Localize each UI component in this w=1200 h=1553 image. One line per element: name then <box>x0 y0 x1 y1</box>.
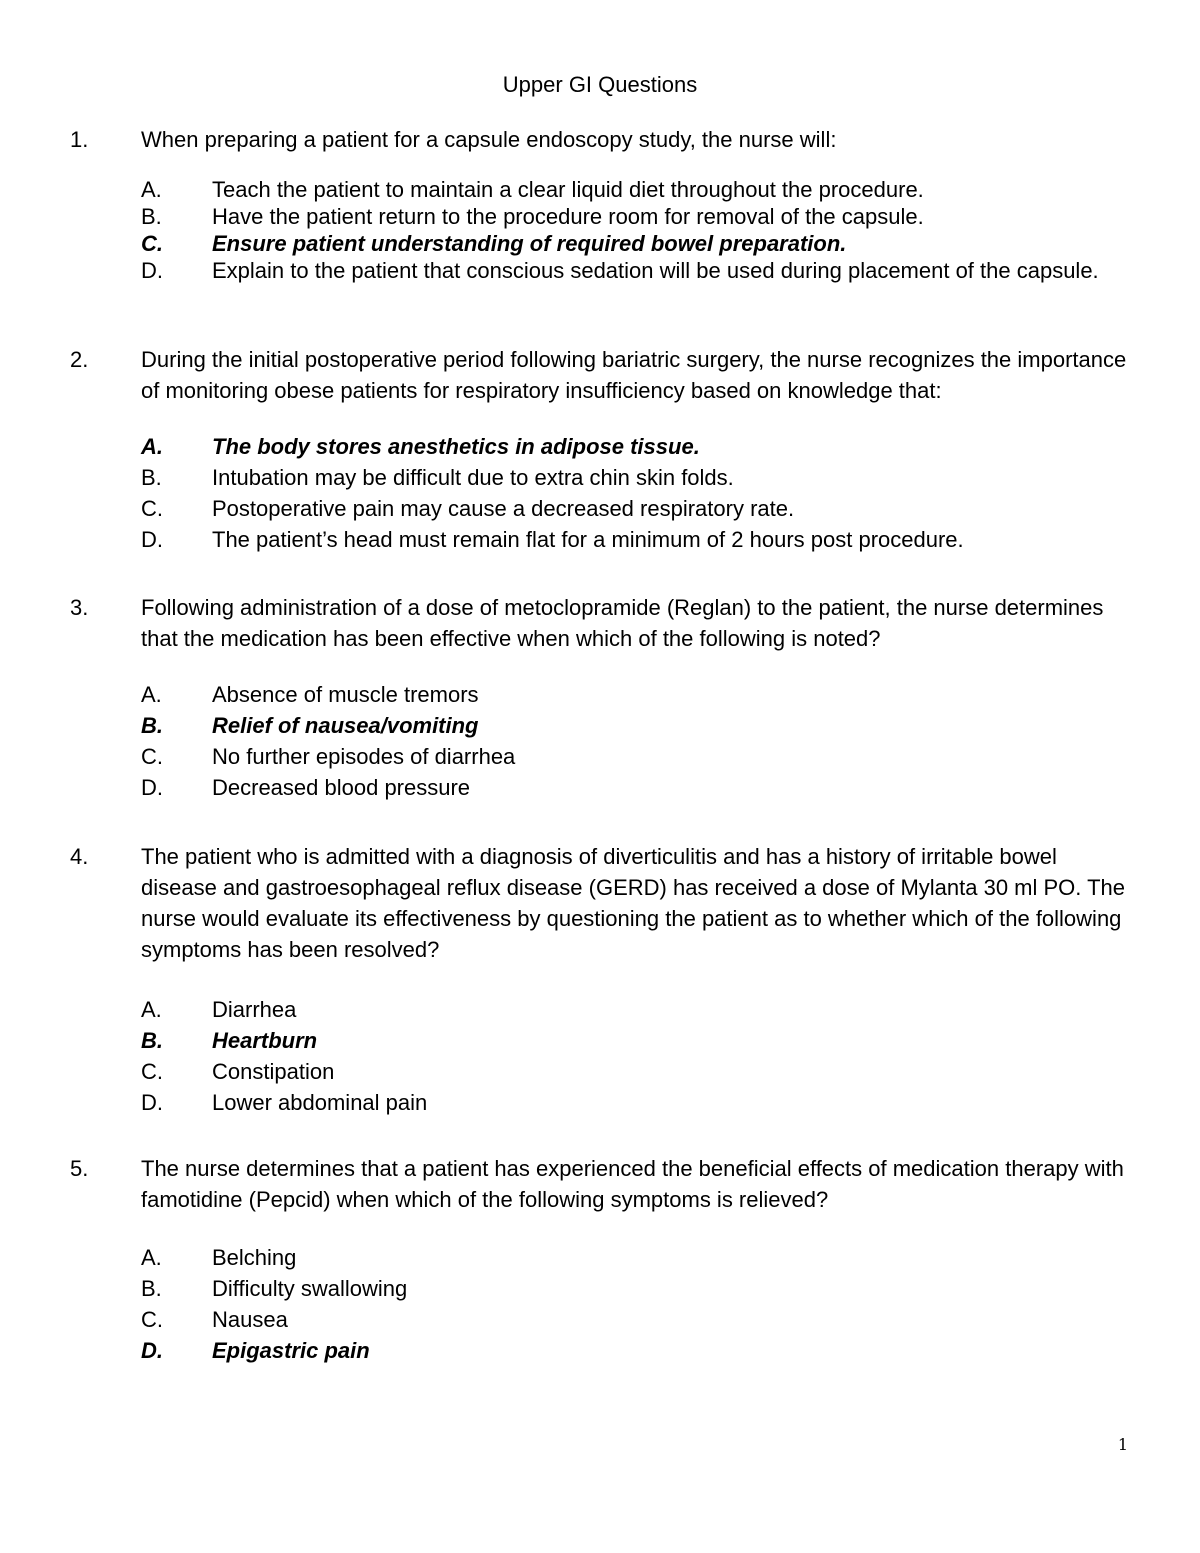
option-d <box>70 258 1130 285</box>
option-letter: C. <box>141 496 163 521</box>
option-letter: C. <box>141 1059 163 1084</box>
option-text: Ensure patient understanding of required bowel preparation. <box>212 231 847 256</box>
question-1 <box>70 124 1130 285</box>
question-number: 5. <box>70 1156 89 1181</box>
option-text: Relief of nausea/vomiting <box>212 713 479 738</box>
option-text: Lower abdominal pain <box>212 1090 428 1115</box>
option-text: Have the patient return to the procedure room for removal of the capsule. <box>212 204 924 229</box>
option-text: The patient’s head must remain flat for a minimum of 2 hours post procedure. <box>212 527 964 552</box>
question-4 <box>70 841 1130 1121</box>
option-letter: D. <box>141 1338 163 1363</box>
option-c <box>70 744 1130 775</box>
question-number: 3. <box>70 595 89 620</box>
options-list <box>70 997 1130 1121</box>
question-text: The nurse determines that a patient has experienced the beneficial effects of medication therapy with famotidine (Pepcid) when which of the following symptoms is relieved? <box>141 1156 1124 1212</box>
option-text: Teach the patient to maintain a clear liquid diet throughout the procedure. <box>212 177 924 202</box>
option-text: No further episodes of diarrhea <box>212 744 516 769</box>
option-d-correct <box>70 1338 1130 1369</box>
option-text: Belching <box>212 1245 297 1270</box>
option-letter: B. <box>141 465 162 490</box>
option-letter: D. <box>141 258 163 283</box>
option-c <box>70 496 1130 527</box>
option-d <box>70 775 1130 806</box>
options-list <box>70 682 1130 806</box>
option-letter: B. <box>141 713 163 738</box>
option-letter: B. <box>141 1028 163 1053</box>
option-c <box>70 1307 1130 1338</box>
option-b <box>70 204 1130 231</box>
question-2 <box>70 344 1130 558</box>
option-c-correct <box>70 231 1130 258</box>
option-text: The body stores anesthetics in adipose tissue. <box>212 434 700 459</box>
page-number: 1 <box>1117 1435 1128 1454</box>
option-letter: D. <box>141 1090 163 1115</box>
question-text: The patient who is admitted with a diagnosis of diverticulitis and has a history of irritable bowel disease and gastroesophageal reflux disease (GERD) has received a dose of Mylanta 30 ml PO. The nurse would evaluate its effectiveness by questioning the patient as to whether which of the following symptoms has been resolved? <box>141 844 1126 962</box>
option-b <box>70 1276 1130 1307</box>
option-b-correct <box>70 1028 1130 1059</box>
option-text: Constipation <box>212 1059 335 1084</box>
question-number: 4. <box>70 844 89 869</box>
option-a <box>70 682 1130 713</box>
options-list <box>70 177 1130 285</box>
option-text: Nausea <box>212 1307 288 1332</box>
option-text: Postoperative pain may cause a decreased respiratory rate. <box>212 496 795 521</box>
question-number: 2. <box>70 347 89 372</box>
option-letter: C. <box>141 744 163 769</box>
option-letter: B. <box>141 1276 162 1301</box>
option-text: Decreased blood pressure <box>212 775 471 800</box>
question-number: 1. <box>70 127 89 152</box>
option-text: Intubation may be difficult due to extra chin skin folds. <box>212 465 734 490</box>
option-letter: A. <box>141 682 162 707</box>
option-letter: A. <box>141 997 162 1022</box>
option-letter: A. <box>141 177 162 202</box>
option-letter: D. <box>141 775 163 800</box>
document-title: Upper GI Questions <box>502 72 698 97</box>
option-a <box>70 1245 1130 1276</box>
option-a <box>70 997 1130 1028</box>
question-text: When preparing a patient for a capsule endoscopy study, the nurse will: <box>141 127 837 152</box>
option-d <box>70 1090 1130 1121</box>
option-letter: A. <box>141 434 163 459</box>
options-list <box>70 1245 1130 1369</box>
option-c <box>70 1059 1130 1090</box>
question-3 <box>70 592 1130 806</box>
option-d <box>70 527 1130 558</box>
option-text: Difficulty swallowing <box>212 1276 408 1301</box>
option-text: Explain to the patient that conscious sedation will be used during placement of the capsule. <box>212 258 1099 283</box>
option-letter: B. <box>141 204 162 229</box>
option-b <box>70 465 1130 496</box>
option-text: Heartburn <box>212 1028 318 1053</box>
option-b-correct <box>70 713 1130 744</box>
options-list <box>70 434 1130 558</box>
option-letter: C. <box>141 231 163 256</box>
option-letter: C. <box>141 1307 163 1332</box>
question-5 <box>70 1153 1130 1369</box>
question-text: Following administration of a dose of metoclopramide (Reglan) to the patient, the nurse determines that the medication has been effective when which of the following is noted? <box>141 595 1104 651</box>
option-letter: D. <box>141 527 163 552</box>
option-a-correct <box>70 434 1130 465</box>
option-text: Diarrhea <box>212 997 297 1022</box>
option-text: Epigastric pain <box>212 1338 370 1363</box>
option-text: Absence of muscle tremors <box>212 682 479 707</box>
option-letter: A. <box>141 1245 162 1270</box>
option-a <box>70 177 1130 204</box>
question-text: During the initial postoperative period following bariatric surgery, the nurse recognizes the importance of monitoring obese patients for respiratory insufficiency based on knowledge that: <box>141 347 1127 403</box>
